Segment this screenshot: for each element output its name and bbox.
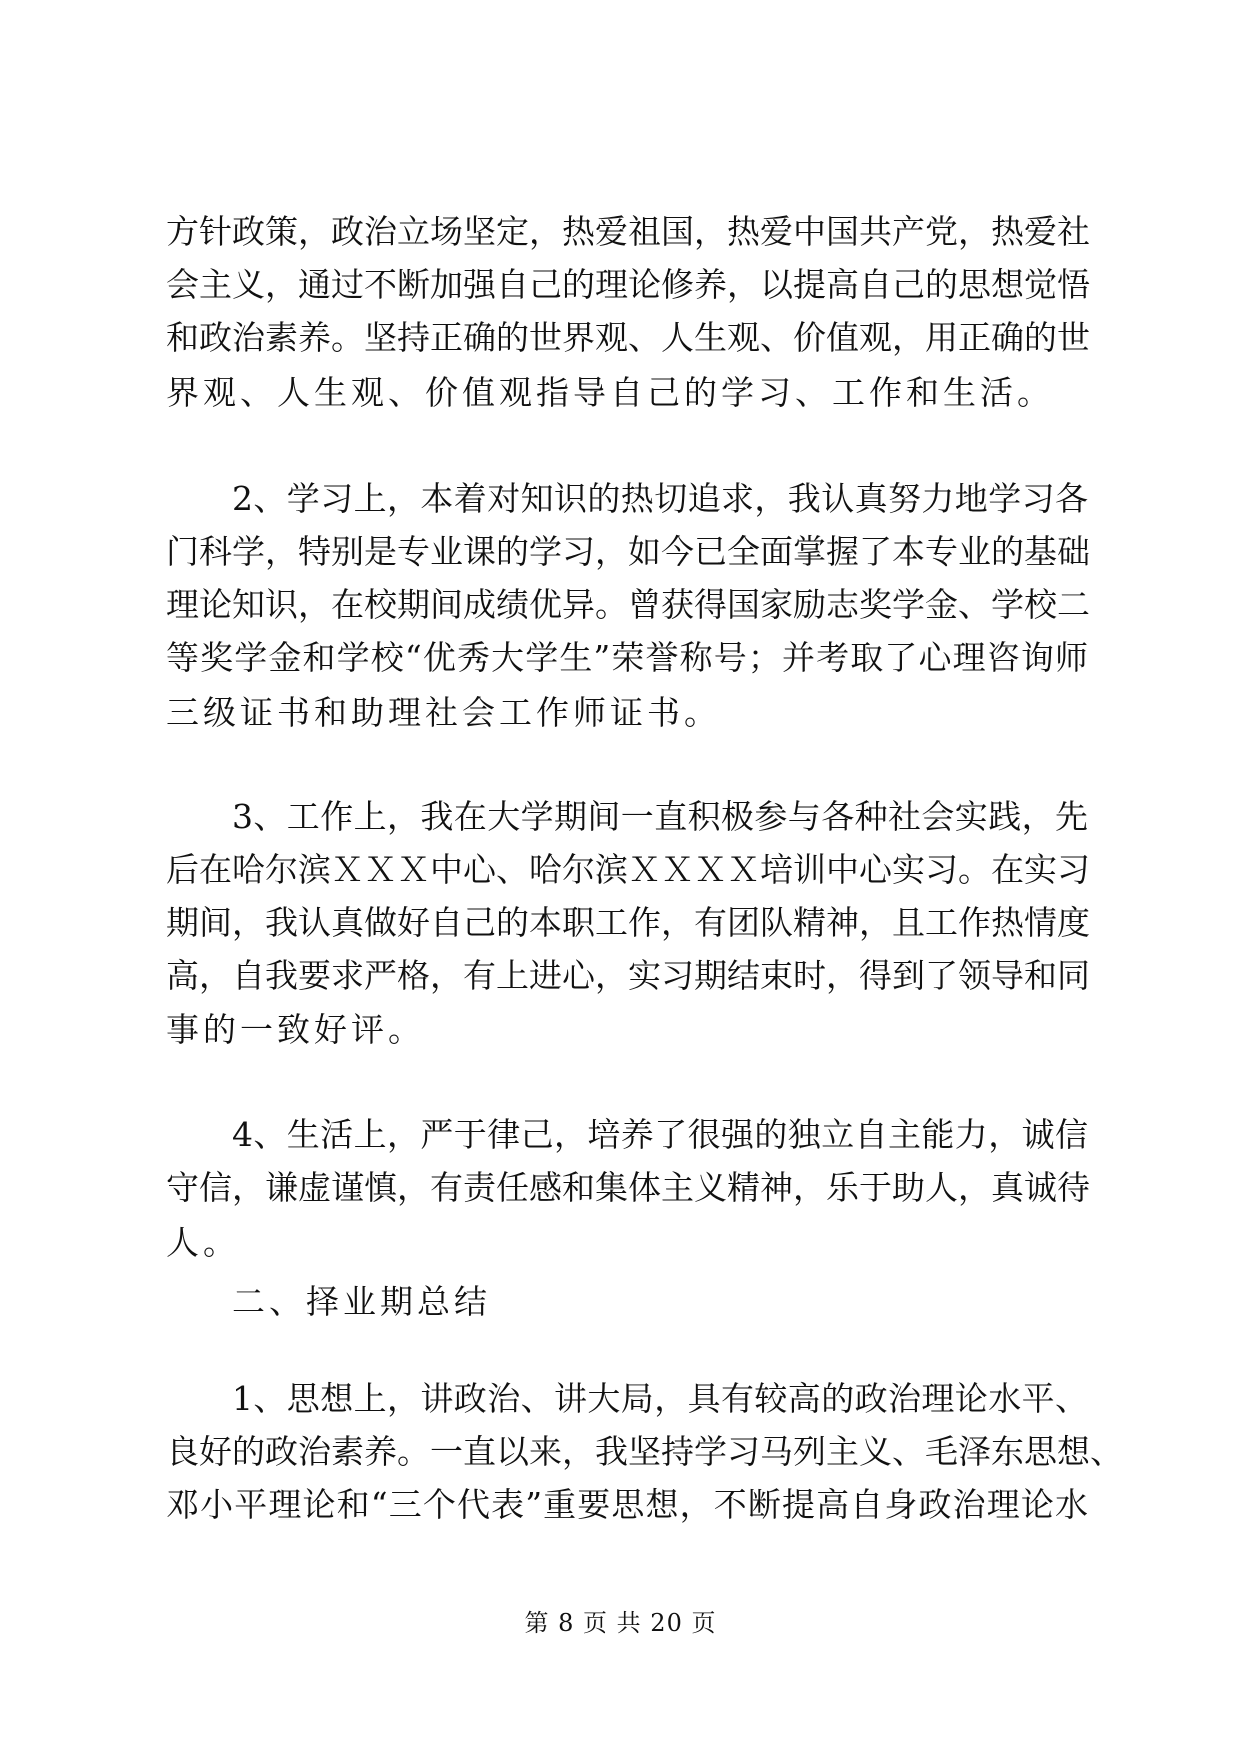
text-line: 界观、人生观、价值观指导自己的学习、工作和生活。 — [166, 373, 1054, 412]
text-line: 会主义，通过不断加强自己的理论修养，以提高自己的思想觉悟 — [166, 265, 1090, 304]
section-heading: 二、择业期总结 — [232, 1282, 491, 1321]
text-line: 3、工作上，我在大学期间一直积极参与各种社会实践，先 — [232, 797, 1088, 836]
text-line: 方针政策，政治立场坚定，热爱祖国，热爱中国共产党，热爱社 — [166, 212, 1090, 251]
text-line: 门科学，特别是专业课的学习，如今已全面掌握了本专业的基础 — [166, 532, 1090, 571]
text-line: 和政治素养。坚持正确的世界观、人生观、价值观，用正确的世 — [166, 318, 1090, 357]
text-line: 后在哈尔滨ＸＸＸ中心、哈尔滨ＸＸＸＸ培训中心实习。在实习 — [166, 850, 1090, 889]
text-line: 邓小平理论和“三个代表”重要思想，不断提高自身政治理论水 — [166, 1485, 1088, 1524]
text-line: 守信，谦虚谨慎，有责任感和集体主义精神，乐于助人，真诚待 — [166, 1168, 1090, 1207]
text-line: 三级证书和助理社会工作师证书。 — [166, 693, 721, 732]
text-line: 理论知识，在校期间成绩优异。曾获得国家励志奖学金、学校二 — [166, 585, 1090, 624]
text-line: 4、生活上，严于律己，培养了很强的独立自主能力，诚信 — [232, 1115, 1088, 1154]
text-line: 人。 — [166, 1223, 240, 1262]
text-line: 期间，我认真做好自己的本职工作，有团队精神，且工作热情度 — [166, 903, 1090, 942]
text-line: 事的一致好评。 — [166, 1010, 425, 1049]
text-line: 等奖学金和学校“优秀大学生”荣誉称号；并考取了心理咨询师 — [166, 638, 1088, 677]
text-line: 2、学习上，本着对知识的热切追求，我认真努力地学习各 — [232, 479, 1088, 518]
page-number-footer: 第 8 页 共 20 页 — [524, 1609, 717, 1637]
text-line: 高，自我要求严格，有上进心，实习期结束时，得到了领导和同 — [166, 956, 1090, 995]
text-line: 良好的政治素养。一直以来，我坚持学习马列主义、毛泽东思想、 — [166, 1432, 1123, 1471]
text-line: 1、思想上，讲政治、讲大局，具有较高的政治理论水平、 — [232, 1379, 1088, 1418]
